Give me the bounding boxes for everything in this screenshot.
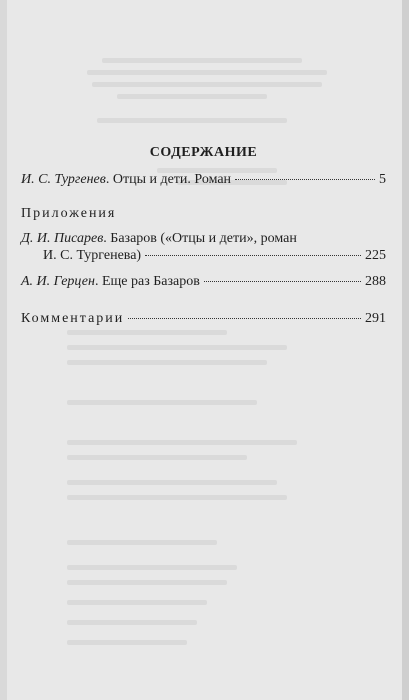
toc-entry-pisarev bbox=[21, 230, 386, 264]
toc-section-appendices bbox=[21, 205, 386, 222]
entry-page: 225 bbox=[365, 248, 386, 263]
entry-page: 291 bbox=[365, 311, 386, 326]
show-through-text bbox=[7, 0, 402, 700]
leader-dots bbox=[235, 179, 375, 180]
entry-title: . Отцы и дети. Роман bbox=[105, 172, 232, 187]
entry-author: А. И. Герцен bbox=[21, 274, 95, 289]
toc-entry-comments bbox=[21, 310, 386, 327]
leader-dots bbox=[204, 281, 361, 282]
entry-title-continued: И. С. Тургенева) bbox=[43, 248, 142, 263]
leader-dots bbox=[145, 255, 361, 256]
toc-heading: СОДЕРЖАНИЕ bbox=[149, 145, 258, 160]
entry-author: Д. И. Писарев bbox=[21, 231, 104, 246]
section-title: Комментарии bbox=[21, 311, 125, 326]
toc-entry-turgenev bbox=[21, 171, 386, 188]
page-gutter bbox=[402, 0, 409, 700]
entry-title: . Еще раз Базаров bbox=[94, 274, 200, 289]
entry-page: 288 bbox=[365, 274, 386, 289]
leader-dots bbox=[128, 318, 361, 319]
entry-author: И. С. Тургенев bbox=[21, 172, 106, 187]
section-title: Приложения bbox=[21, 206, 117, 221]
table-of-contents bbox=[21, 145, 386, 326]
toc-entry-herzen bbox=[21, 273, 386, 290]
entry-title: . Базаров («Отцы и дети», роман bbox=[103, 231, 297, 246]
entry-page: 5 bbox=[379, 172, 386, 187]
book-page bbox=[7, 0, 402, 700]
